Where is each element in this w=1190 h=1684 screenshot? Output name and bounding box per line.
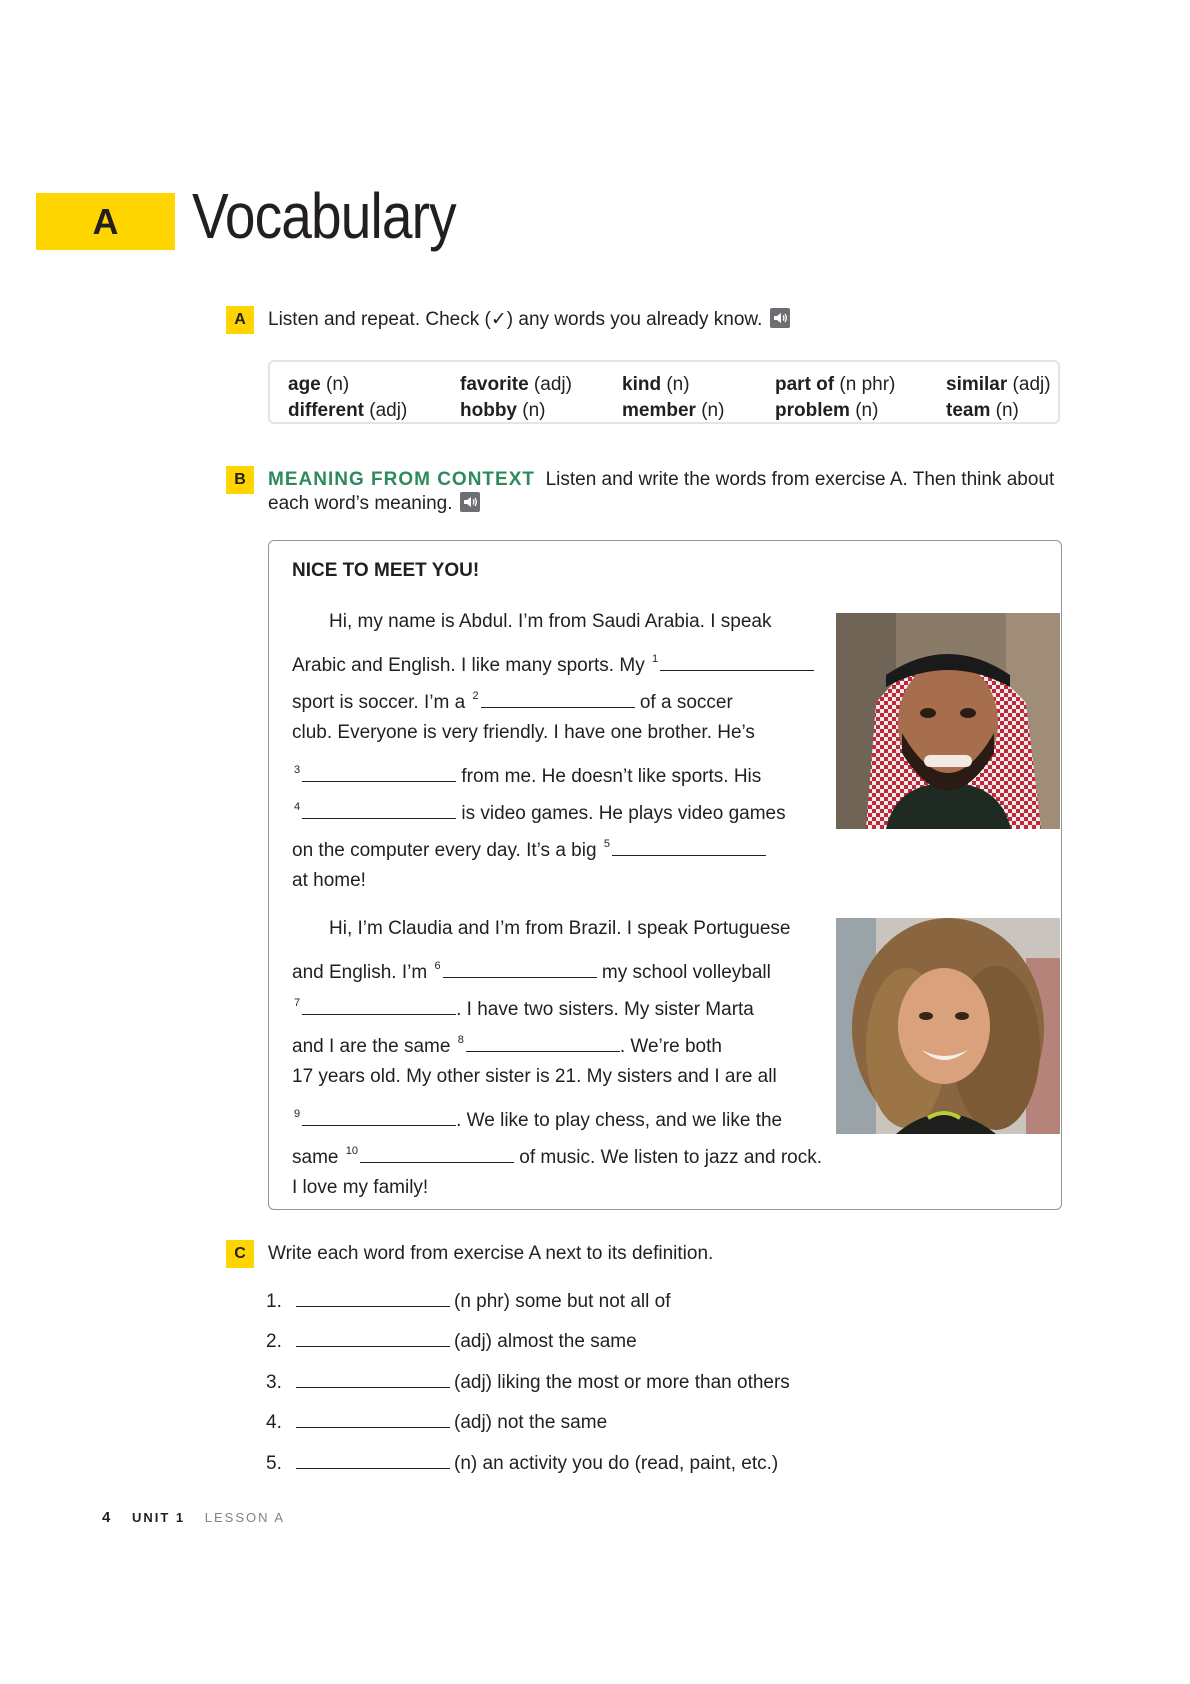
- definition-row: 5. (n) an activity you do (read, paint, etc.): [266, 1450, 778, 1476]
- exercise-b-instruction-line1: Listen and write the words from exercise A. Then think about: [545, 469, 1055, 490]
- reading-line: I love my family!: [292, 1177, 429, 1198]
- exercise-c-letter: C: [226, 1240, 254, 1268]
- definition-row: 1. (n phr) some but not all of: [266, 1288, 671, 1314]
- word-item: part of (n phr): [775, 374, 896, 395]
- reading-line: at home!: [292, 870, 366, 891]
- word-item: hobby (n): [460, 400, 546, 421]
- reading-line: $^4$ is video games. He plays video games: [294, 801, 786, 824]
- page-number: 4: [102, 1509, 113, 1526]
- reading-line: $^9$ . We like to play chess, and we like the: [294, 1108, 783, 1131]
- lesson-label: LESSON A: [204, 1510, 286, 1525]
- word-column: [775, 372, 895, 424]
- blank-2[interactable]: [481, 689, 635, 708]
- definition-blank[interactable]: [296, 1328, 450, 1347]
- reading-line: on the computer every day. It’s a big $^5$: [292, 832, 766, 863]
- definition-blank[interactable]: [296, 1409, 450, 1428]
- meaning-from-context-label: MEANING FROM CONTEXT: [268, 469, 535, 490]
- reading-line: Hi, my name is Abdul. I’m from Saudi Arabia. I speak: [329, 611, 772, 632]
- speaker-icon[interactable]: [770, 308, 790, 328]
- reading-line: Arabic and English. I like many sports. My $^1$: [292, 647, 814, 678]
- definition-blank[interactable]: [296, 1450, 450, 1469]
- reading-line: and I are the same $^8$ . We’re both: [292, 1034, 722, 1057]
- word-item: similar (adj): [946, 374, 1051, 395]
- word-item: favorite (adj): [460, 374, 572, 395]
- word-item: member (n): [622, 400, 725, 421]
- word-item: different (adj): [288, 400, 408, 421]
- exercise-c-instruction: Write each word from exercise A next to its definition.: [268, 1243, 714, 1264]
- blank-9[interactable]: [302, 1107, 456, 1126]
- blank-3[interactable]: [302, 763, 456, 782]
- reading-line: same $^{10}$ of music. We listen to jazz and rock.: [292, 1145, 822, 1168]
- blank-7[interactable]: [302, 996, 456, 1015]
- definition-blank[interactable]: [296, 1288, 450, 1307]
- word-item: kind (n): [622, 374, 690, 395]
- photo-claudia: [836, 918, 1060, 1134]
- reading-line: $^7$ . I have two sisters. My sister Marta: [294, 997, 754, 1020]
- definition-row: 4. (adj) not the same: [266, 1409, 607, 1435]
- lesson-badge: A: [36, 193, 175, 250]
- word-column: [288, 372, 407, 424]
- blank-6[interactable]: [443, 959, 597, 978]
- word-column: [622, 372, 724, 424]
- blank-5[interactable]: [612, 837, 766, 856]
- exercise-b-instruction-line2: each word’s meaning.: [268, 493, 453, 514]
- exercise-b-letter: B: [226, 466, 254, 494]
- reading-line: $^3$ from me. He doesn’t like sports. His: [294, 764, 762, 787]
- word-column: [946, 372, 1051, 424]
- exercise-a-instruction-text: Listen and repeat. Check (✓) any words you already know.: [268, 309, 763, 330]
- blank-8[interactable]: [466, 1033, 620, 1052]
- blank-4[interactable]: [302, 800, 456, 819]
- blank-1[interactable]: [660, 652, 814, 671]
- exercise-b-instruction: [268, 468, 1068, 516]
- word-item: problem (n): [775, 400, 879, 421]
- speaker-icon[interactable]: [460, 492, 480, 512]
- page-footer: [102, 1509, 285, 1526]
- exercise-a-letter: A: [226, 306, 254, 334]
- reading-line: Hi, I’m Claudia and I’m from Brazil. I speak Portuguese: [329, 918, 791, 939]
- definition-row: 2. (adj) almost the same: [266, 1328, 637, 1354]
- reading-line: sport is soccer. I’m a $^2$ of a soccer: [292, 690, 733, 713]
- reading-title: NICE TO MEET YOU!: [292, 560, 480, 581]
- word-bank: [268, 360, 1060, 424]
- unit-label: UNIT 1: [131, 1510, 186, 1525]
- reading-line: 17 years old. My other sister is 21. My sisters and I are all: [292, 1066, 777, 1087]
- definition-blank[interactable]: [296, 1369, 450, 1388]
- exercise-a-instruction: [268, 308, 790, 332]
- photo-abdul: [836, 613, 1060, 829]
- word-column: [460, 372, 572, 424]
- definition-row: 3. (adj) liking the most or more than others: [266, 1369, 790, 1395]
- reading-line: club. Everyone is very friendly. I have one brother. He’s: [292, 722, 755, 743]
- reading-line: and English. I’m $^6$ my school volleyball: [292, 960, 771, 983]
- blank-10[interactable]: [360, 1144, 514, 1163]
- page-title: Vocabulary: [192, 180, 456, 252]
- word-item: team (n): [946, 400, 1019, 421]
- word-item: age (n): [288, 374, 350, 395]
